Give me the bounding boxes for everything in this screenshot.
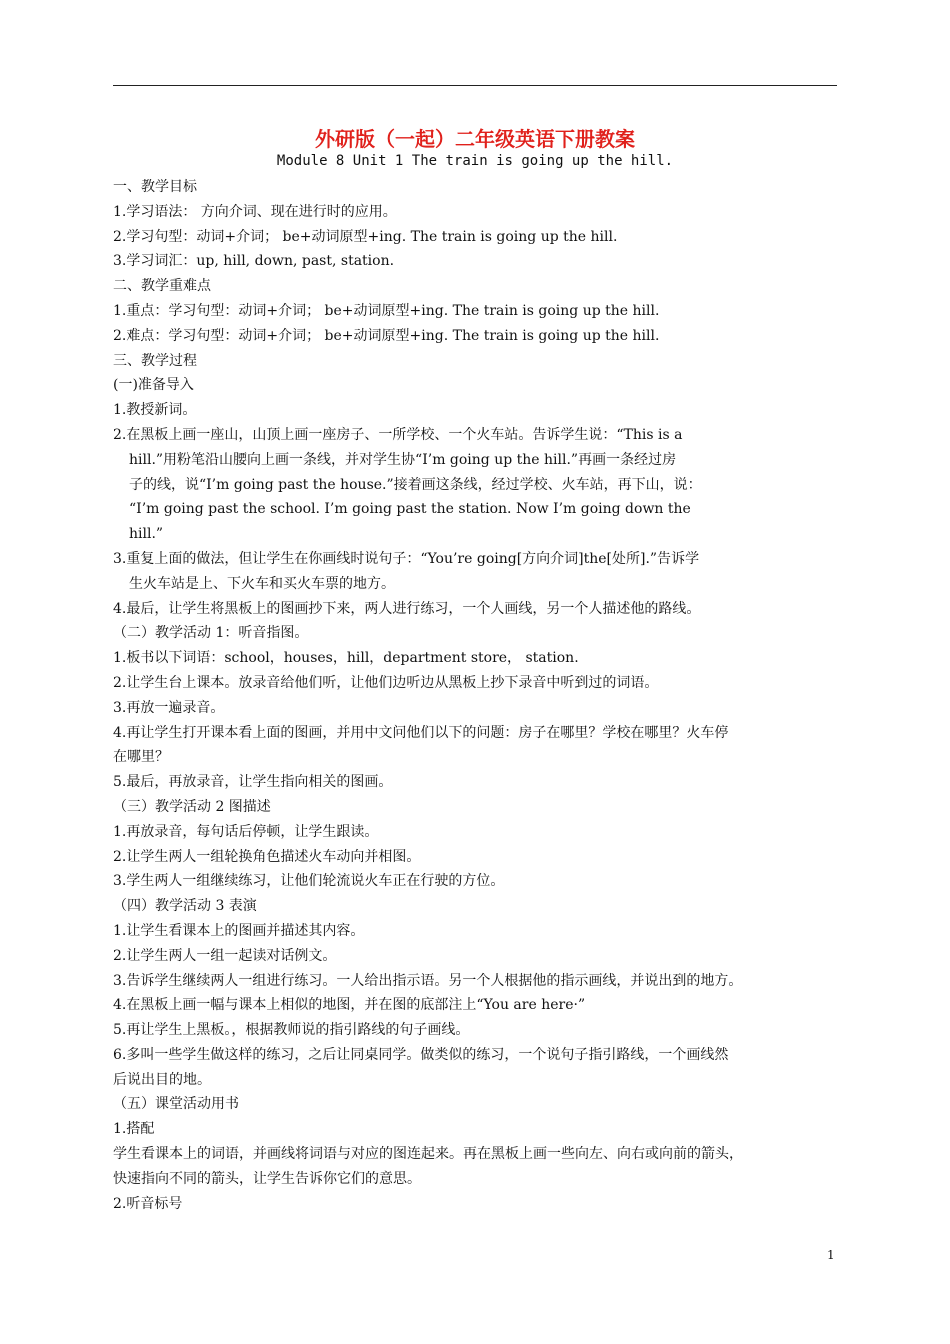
text-line: hill.”用粉笔沿山腰向上画一条线，并对学生协“I’m going up the hill.”再画一条经过房 [129, 451, 677, 468]
document-subtitle: Module 8 Unit 1 The train is going up the hill. [276, 153, 674, 169]
text-line: 1.再放录音，每句话后停顿，让学生跟读。 [113, 823, 379, 840]
text-line: 2.学习句型：动词+介词； be+动词原型+ing. The train is going up the hill. [113, 228, 618, 245]
text-line: （四）教学活动 3 表演 [113, 898, 257, 915]
text-line: 2.让学生两人一组一起读对话例文。 [113, 947, 337, 964]
text-line: 1.学习语法： 方向介词、现在进行时的应用。 [113, 203, 397, 220]
text-line: 6.多叫一些学生做这样的练习，之后让同桌同学。做类似的练习，一个说句子指引路线，一个画线然 [113, 1046, 729, 1063]
text-line: 2.在黑板上画一座山，山顶上画一座房子、一所学校、一个火车站。告诉学生说：“This is a [113, 426, 683, 443]
text-line: 学生看课本上的词语，并画线将词语与对应的图连起来。再在黑板上画一些向左、向右或向前的箭头， [113, 1146, 743, 1163]
text-line: (一)准备导入 [113, 377, 194, 394]
text-line: 1.教授新词。 [113, 402, 197, 419]
document-body [113, 175, 839, 1216]
text-line: 5.最后，再放录音，让学生指向相关的图画。 [113, 774, 393, 791]
text-line: 3.学生两人一组继续练习，让他们轮流说火车正在行驶的方位。 [113, 873, 505, 890]
text-line: 一、教学目标 [113, 179, 197, 195]
text-line: 1.让学生看课本上的图画并描述其内容。 [113, 922, 365, 939]
header-rule [113, 85, 837, 86]
text-line: 1.板书以下词语：school，houses，hill，department store， station. [113, 650, 579, 667]
text-line: 2.难点：学习句型：动词+介词； be+动词原型+ing. The train is going up the hill. [113, 327, 660, 344]
text-line: （五）课堂活动用书 [113, 1096, 239, 1113]
text-line: 三、教学过程 [113, 352, 197, 369]
text-line: 1.重点：学习句型：动词+介词； be+动词原型+ing. The train is going up the hill. [113, 302, 660, 319]
text-line: 2.让学生台上课本。放录音给他们听，让他们边听边从黑板上抄下录音中听到过的词语。 [113, 674, 659, 691]
text-line: 3.告诉学生继续两人一组进行练习。一人给出指示语。另一个人根据他的指示画线，并说出到的地方。 [113, 972, 743, 989]
text-line: 二、教学重难点 [113, 278, 211, 295]
text-line: 3.学习词汇：up, hill, down, past, station. [113, 253, 395, 270]
text-line: 3.重复上面的做法，但让学生在你画线时说句子：“You’re going[方向介词]the[处所].”告诉学 [113, 550, 700, 567]
text-line: 2.听音标号 [113, 1195, 183, 1212]
text-line: 4.再让学生打开课本看上面的图画，并用中文问他们以下的问题：房子在哪里？学校在哪里？火车停 [113, 724, 729, 741]
text-line: 5.再让学生上黑板。，根据教师说的指引路线的句子画线。 [113, 1022, 470, 1039]
text-line: 后说出目的地。 [113, 1071, 211, 1088]
text-line: 在哪里？ [113, 749, 169, 766]
text-line: （三）教学活动 2 图描述 [113, 798, 271, 815]
text-line: “I’m going past the school. I’m going past the station. Now I’m going down the [129, 501, 691, 518]
text-line: 3.再放一遍录音。 [113, 699, 225, 716]
text-line: 1.搭配 [113, 1121, 155, 1138]
text-line: 2.让学生两人一组轮换角色描述火车动向并相图。 [113, 848, 421, 865]
text-line: 4.最后，让学生将黑板上的图画抄下来，两人进行练习，一个人画线，另一个人描述他的路线。 [113, 600, 701, 617]
document-title: 外研版（一起）二年级英语下册教案 [315, 127, 635, 151]
text-line: 快速指向不同的箭头，让学生告诉你它们的意思。 [113, 1170, 421, 1187]
text-line: hill.” [129, 526, 164, 543]
text-line: 4.在黑板上画一幅与课本上相似的地图，并在图的底部注上“You are here·” [113, 997, 586, 1014]
page-number: 1 [827, 1248, 835, 1262]
text-line: 生火车站是上、下火车和买火车票的地方。 [129, 575, 395, 592]
text-line: 子的线，说“I’m going past the house.”接着画这条线，经过学校、火车站，再下山，说： [129, 476, 702, 493]
text-line: （二）教学活动 1：听音指图。 [113, 625, 309, 642]
